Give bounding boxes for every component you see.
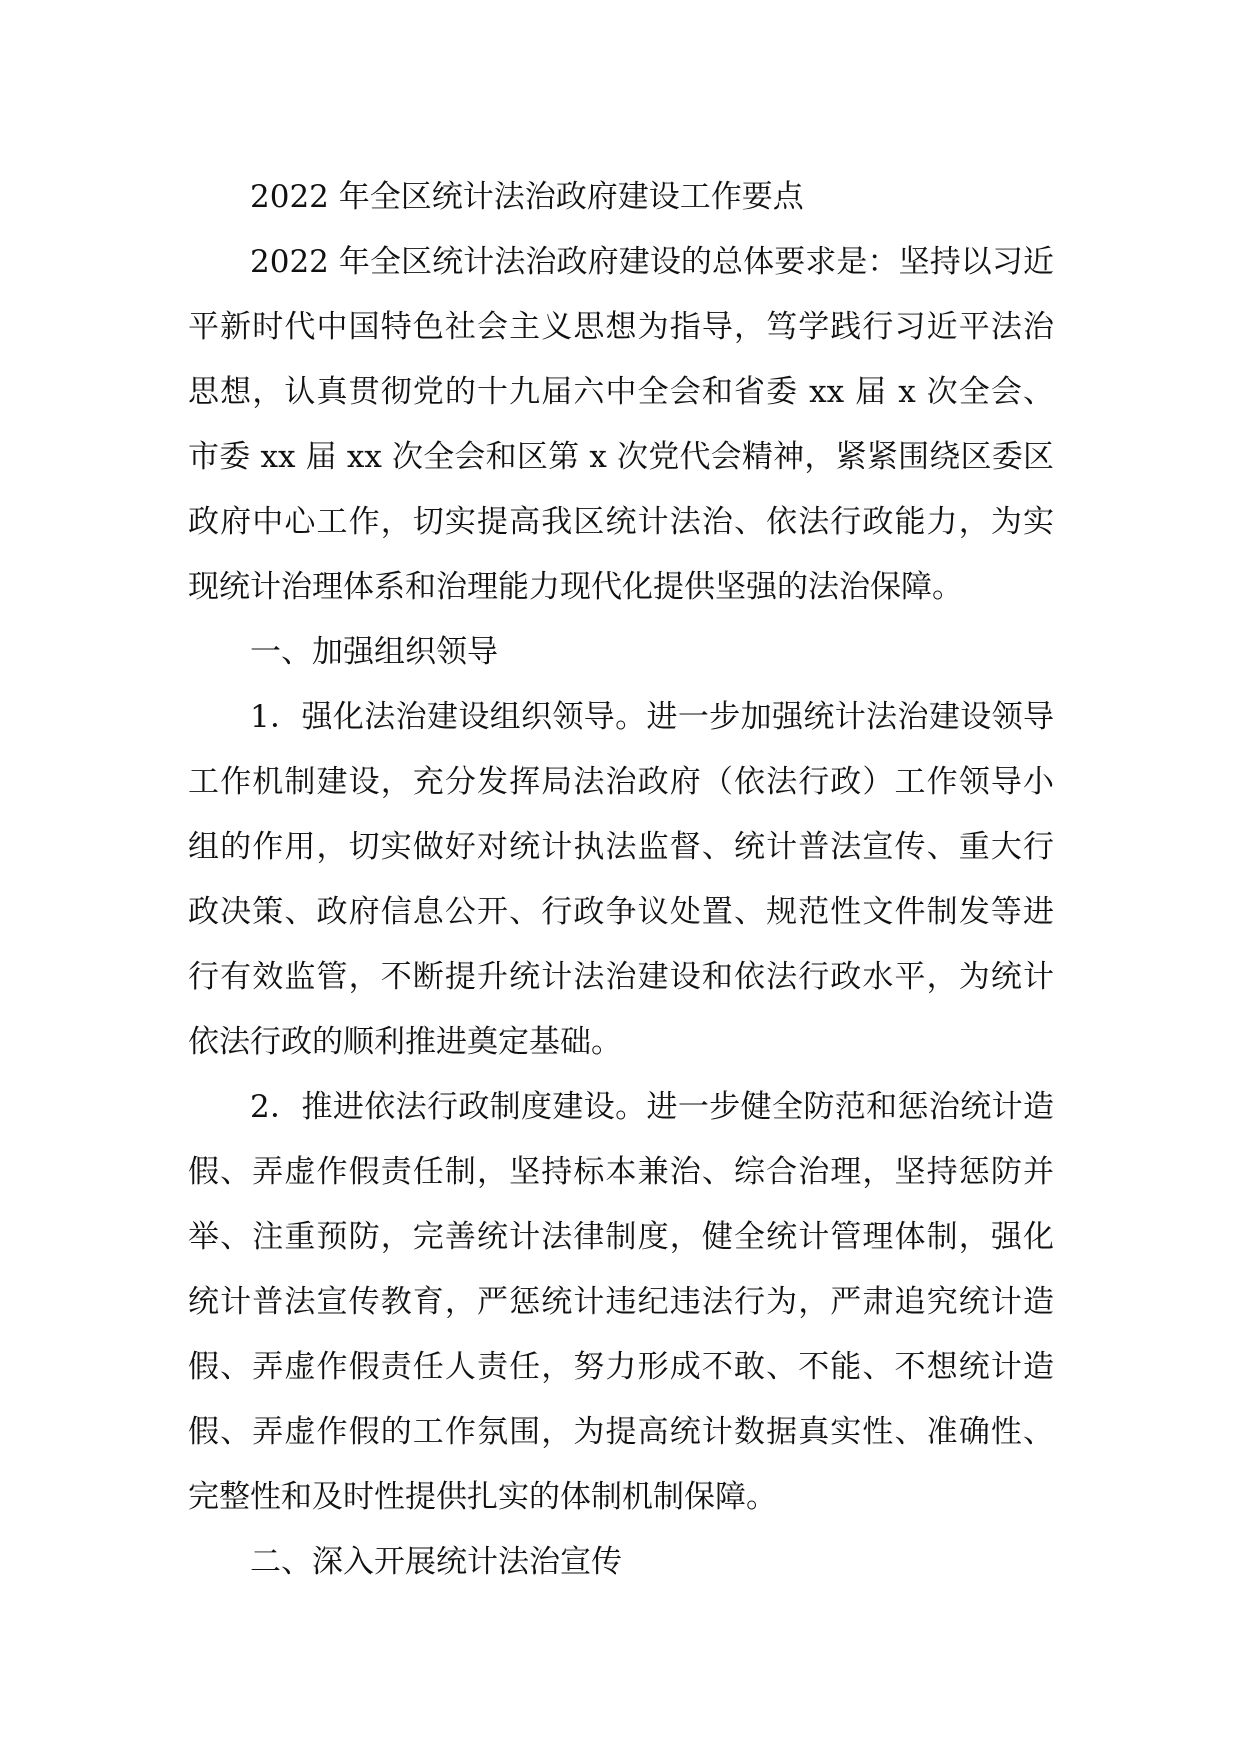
document-title: 2022 年全区统计法治政府建设工作要点 bbox=[250, 179, 804, 215]
paragraph-overall-requirements: 2022 年全区统计法治政府建设的总体要求是：坚持以习近平新时代中国特色社会主义思想为指导，笃学践行习近平法治思想，认真贯彻党的十九届六中全会和省委 xx 届 x 次全会、市委 xx 届 xx 次全会和区第 x 次党代会精神，紧紧围绕区委区政府中心工作，切实提高我区统计法治、依法行政能力，为实现统计治理体系和治理能力现代化提供坚强的法治保障。 bbox=[188, 244, 1054, 605]
paragraph-item-1: 1．强化法治建设组织领导。进一步加强统计法治建设领导工作机制建设，充分发挥局法治政府（依法行政）工作领导小组的作用，切实做好对统计执法监督、统计普法宣传、重大行政决策、政府信息公开、行政争议处置、规范性文件制发等进行有效监管，不断提升统计法治建设和依法行政水平，为统计依法行政的顺利推进奠定基础。 bbox=[188, 699, 1054, 1060]
document-page bbox=[188, 165, 1054, 1595]
section-heading-2: 二、深入开展统计法治宣传 bbox=[250, 1544, 622, 1580]
paragraph-item-2: 2．推进依法行政制度建设。进一步健全防范和惩治统计造假、弄虚作假责任制，坚持标本兼治、综合治理，坚持惩防并举、注重预防，完善统计法律制度，健全统计管理体制，强化统计普法宣传教育，严惩统计违纪违法行为，严肃追究统计造假、弄虚作假责任人责任，努力形成不敢、不能、不想统计造假、弄虚作假的工作氛围，为提高统计数据真实性、准确性、完整性和及时性提供扎实的体制机制保障。 bbox=[188, 1089, 1054, 1515]
section-heading-1: 一、加强组织领导 bbox=[250, 634, 498, 670]
